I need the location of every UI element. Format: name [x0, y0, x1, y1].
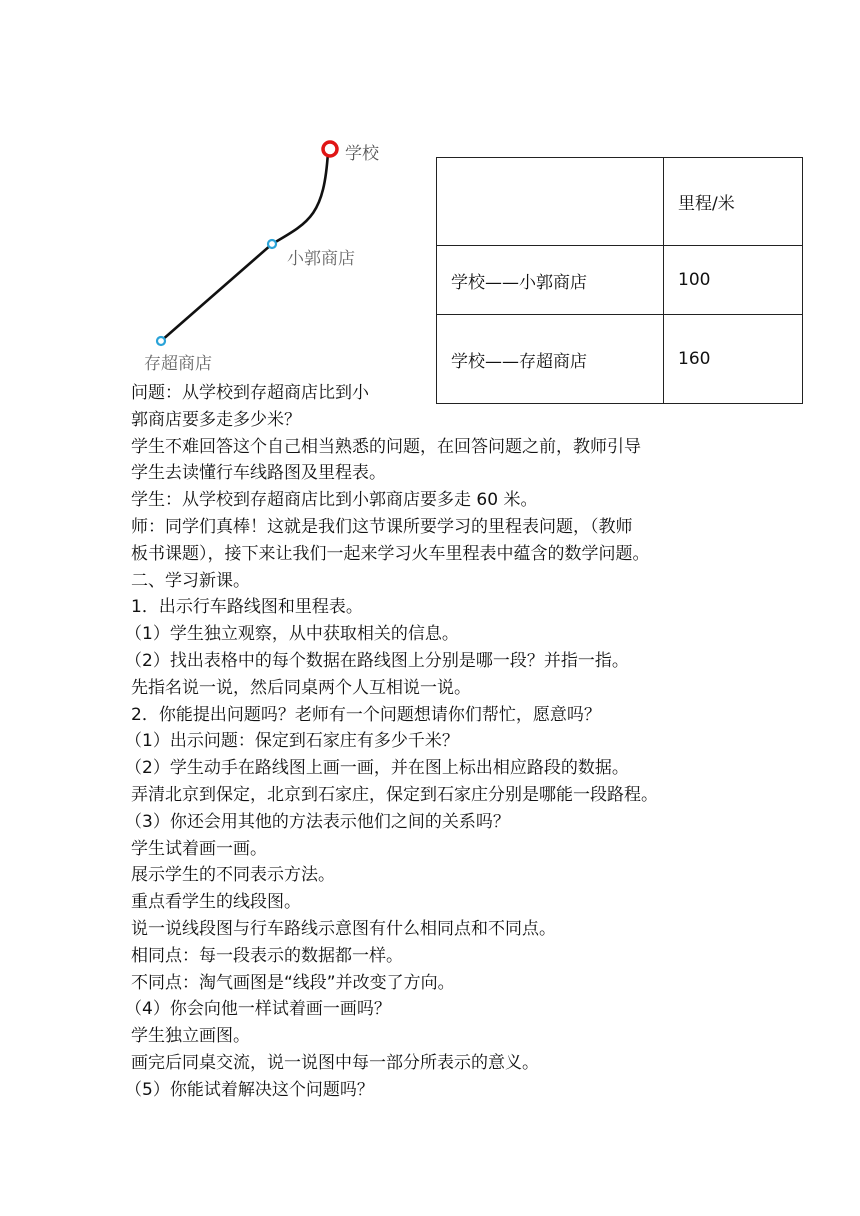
text-line: 1．出示行车路线图和里程表。 — [131, 597, 363, 618]
text-line: （1）出示问题：保定到石家庄有多少千米？ — [125, 731, 459, 752]
route-map-drawing — [128, 130, 428, 380]
header-cell-blank — [437, 158, 664, 246]
text-line: 学生不难回答这个自己相当熟悉的问题，在回答问题之前，教师引导 — [131, 436, 641, 457]
text-line: 重点看学生的线段图。 — [131, 892, 301, 913]
text-line: （2）找出表格中的每个数据在路线图上分别是哪一段？并指一指。 — [125, 650, 629, 671]
text-line: （4）你会向他一样试着画一画吗？ — [125, 999, 391, 1020]
segment-cell: 学校——小郭商店 — [437, 246, 664, 315]
route-map-figure — [128, 130, 428, 380]
text-line: （3）你还会用其他的方法表示他们之间的关系吗？ — [125, 811, 510, 832]
school-label: 学校 — [345, 144, 379, 164]
distance-cell: 100 — [664, 246, 803, 315]
table-row — [437, 246, 803, 315]
text-line: 郭商店要多走多少米？ — [131, 409, 301, 430]
text-line: 学生去读懂行车线路图及里程表。 — [131, 463, 386, 484]
section-heading: 二、学习新课。 — [131, 570, 250, 591]
header-cell-mileage: 里程/米 — [664, 158, 803, 246]
distance-cell: 160 — [664, 315, 803, 404]
text-line: 问题：从学校到存超商店比到小 — [131, 383, 369, 403]
school-marker-icon — [323, 142, 337, 156]
text-line: 相同点：每一段表示的数据都一样。 — [131, 945, 403, 966]
table-header-row — [437, 158, 803, 246]
text-line: 展示学生的不同表示方法。 — [131, 865, 335, 886]
text-line: （2）学生动手在路线图上画一画，并在图上标出相应路段的数据。 — [125, 758, 629, 779]
text-line: 师：同学们真棒！这就是我们这节课所要学习的里程表问题，（教师 — [131, 516, 633, 537]
lesson-body-text — [125, 380, 751, 1104]
text-line: 2．你能提出问题吗？老师有一个问题想请你们帮忙，愿意吗？ — [131, 704, 601, 725]
text-line: 不同点：淘气画图是“线段”并改变了方向。 — [131, 972, 455, 993]
segment-cell: 学校——存超商店 — [437, 315, 664, 404]
text-line: 弄清北京到保定，北京到石家庄，保定到石家庄分别是哪能一段路程。 — [131, 784, 658, 805]
text-line: （1）学生独立观察，从中获取相关的信息。 — [125, 624, 459, 645]
text-line: （5）你能试着解决这个问题吗？ — [125, 1079, 374, 1100]
cunchao-store-label: 存超商店 — [144, 354, 212, 374]
text-line: 板书课题），接下来让我们一起来学习火车里程表中蕴含的数学问题。 — [131, 543, 650, 564]
text-line: 学生：从学校到存超商店比到小郭商店要多走 60 米。 — [131, 490, 538, 511]
cunchao-marker-icon — [157, 337, 165, 345]
text-line: 学生独立画图。 — [131, 1026, 250, 1047]
text-line: 画完后同桌交流，说一说图中每一部分所表示的意义。 — [131, 1052, 539, 1073]
text-line: 说一说线段图与行车路线示意图有什么相同点和不同点。 — [131, 918, 556, 939]
text-line: 学生试着画一画。 — [131, 838, 267, 859]
xiaoguo-store-label: 小郭商店 — [287, 249, 355, 269]
text-line: 先指名说一说，然后同桌两个人互相说一说。 — [131, 677, 471, 698]
mileage-table — [436, 157, 803, 404]
xiaoguo-marker-icon — [268, 240, 276, 248]
